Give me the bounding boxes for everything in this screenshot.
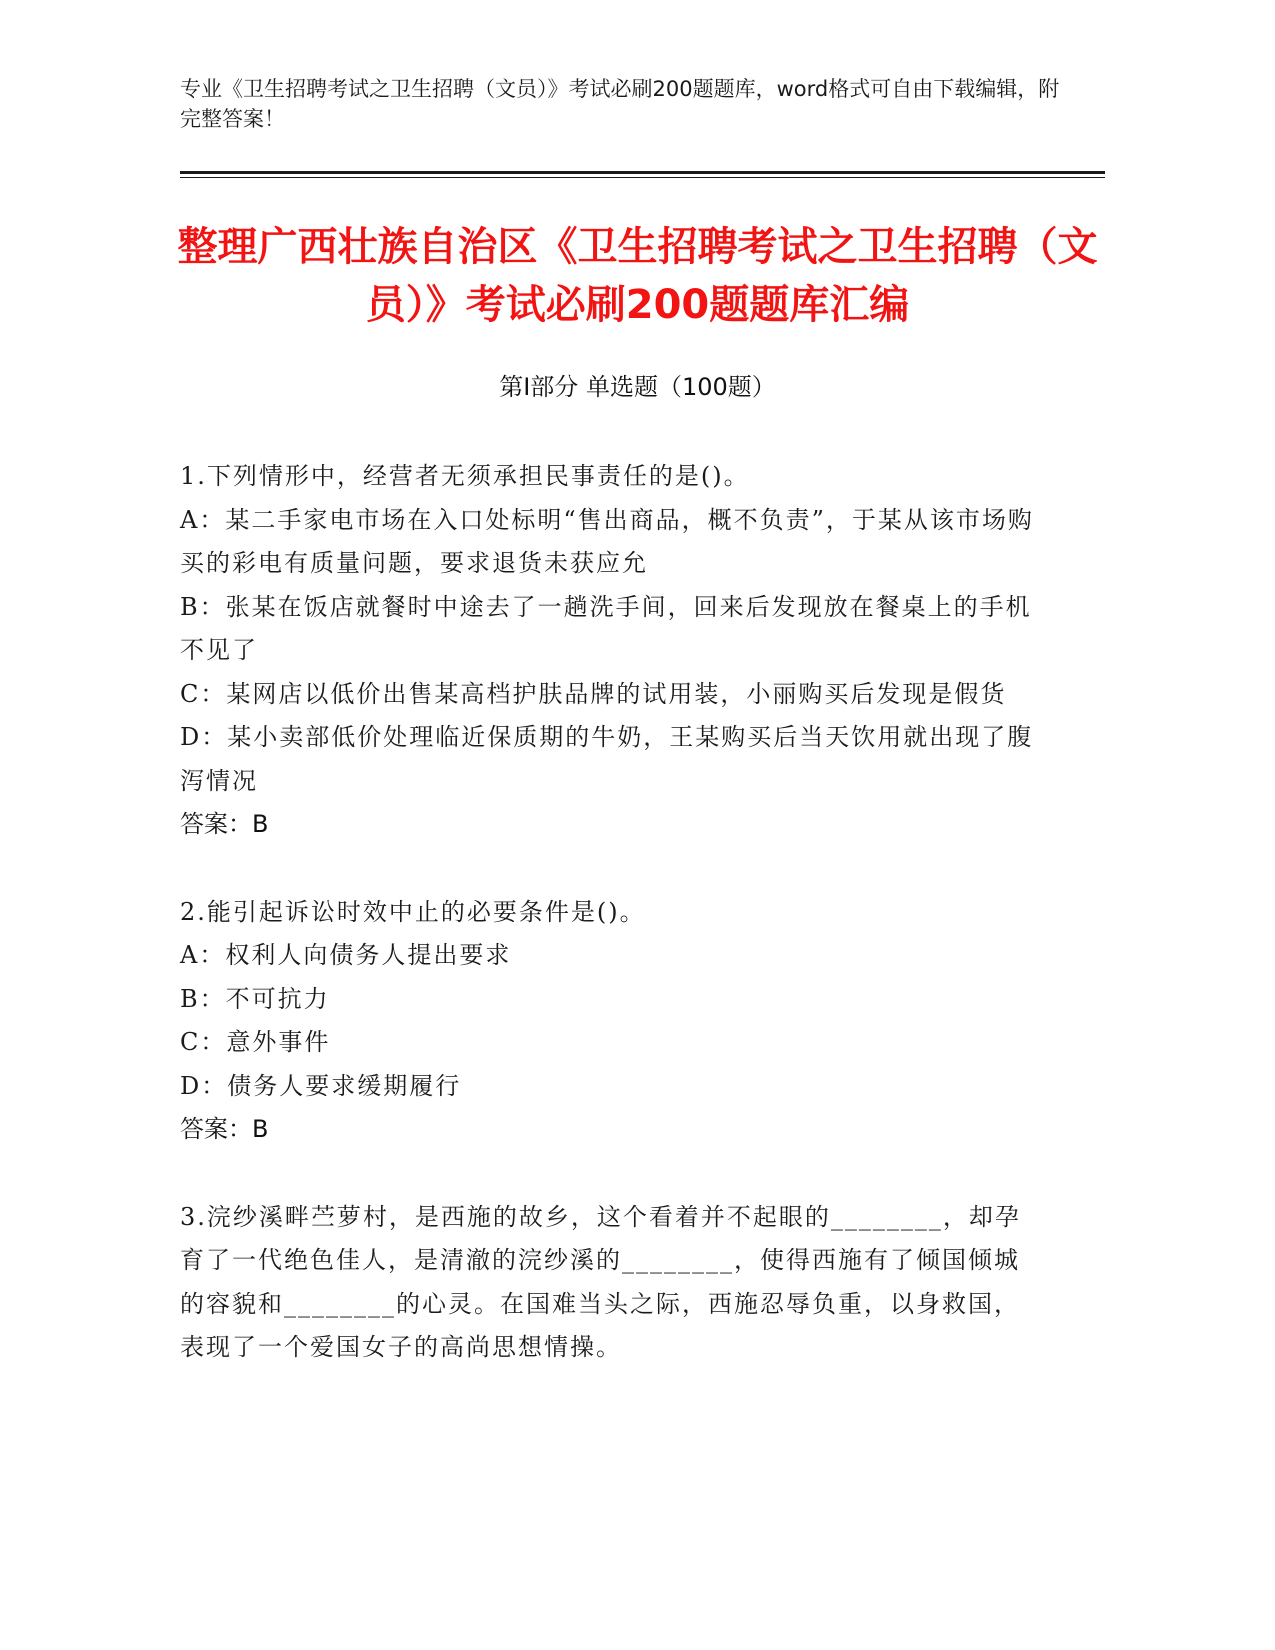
header-note: 专业《卫生招聘考试之卫生招聘（文员）》考试必刷200题题库，word格式可自由下载编辑，附完整答案！	[180, 77, 1060, 131]
option-a: A：某二手家电市场在入口处标明“售出商品，概不负责”，于某从该市场购买的彩电有质量问题，要求退货未获应允	[180, 505, 1034, 577]
question-stem: 1.下列情形中，经营者无须承担民事责任的是()。	[180, 462, 750, 490]
section-title: 第Ⅰ部分 单选题（100题）	[499, 373, 776, 401]
question-stem: 2.能引起诉讼时效中止的必要条件是()。	[180, 897, 646, 926]
answer: 答案：B	[180, 810, 269, 838]
option-b: B：不可抗力	[180, 984, 330, 1013]
question-2	[180, 891, 1040, 1152]
document-title: 整理广西壮族自治区《卫生招聘考试之卫生招聘（文员）》考试必刷200题题库汇编	[177, 224, 1098, 328]
option-c: C：某网店以低价出售某高档护肤品牌的试用装，小丽购买后发现是假货	[180, 679, 1007, 708]
option-c: C：意外事件	[180, 1028, 331, 1056]
option-d: D：某小卖部低价处理临近保质期的牛奶，王某购买后当天饮用就出现了腹泻情况	[180, 723, 1034, 795]
question-stem: 3.浣纱溪畔苎萝村，是西施的故乡，这个看着并不起眼的________，却孕育了一代绝色佳人，是清澈的浣纱溪的________，使得西施有了倾国倾城的容貌和________的心灵。在国难当头之际，西施忍辱负重，以身救国，表现了一个爱国女子的高尚思想情操。	[180, 1202, 1021, 1361]
answer: 答案：B	[180, 1115, 269, 1143]
option-d: D：债务人要求缓期履行	[180, 1071, 462, 1100]
option-b: B：张某在饭店就餐时中途去了一趟洗手间，回来后发现放在餐桌上的手机不见了	[180, 592, 1032, 664]
header-divider-thin	[180, 177, 1105, 178]
question-1	[180, 455, 1040, 847]
header-divider-thick	[180, 171, 1105, 174]
option-a: A：权利人向债务人提出要求	[180, 941, 512, 969]
question-list	[180, 455, 1040, 1414]
question-3	[180, 1196, 1040, 1370]
